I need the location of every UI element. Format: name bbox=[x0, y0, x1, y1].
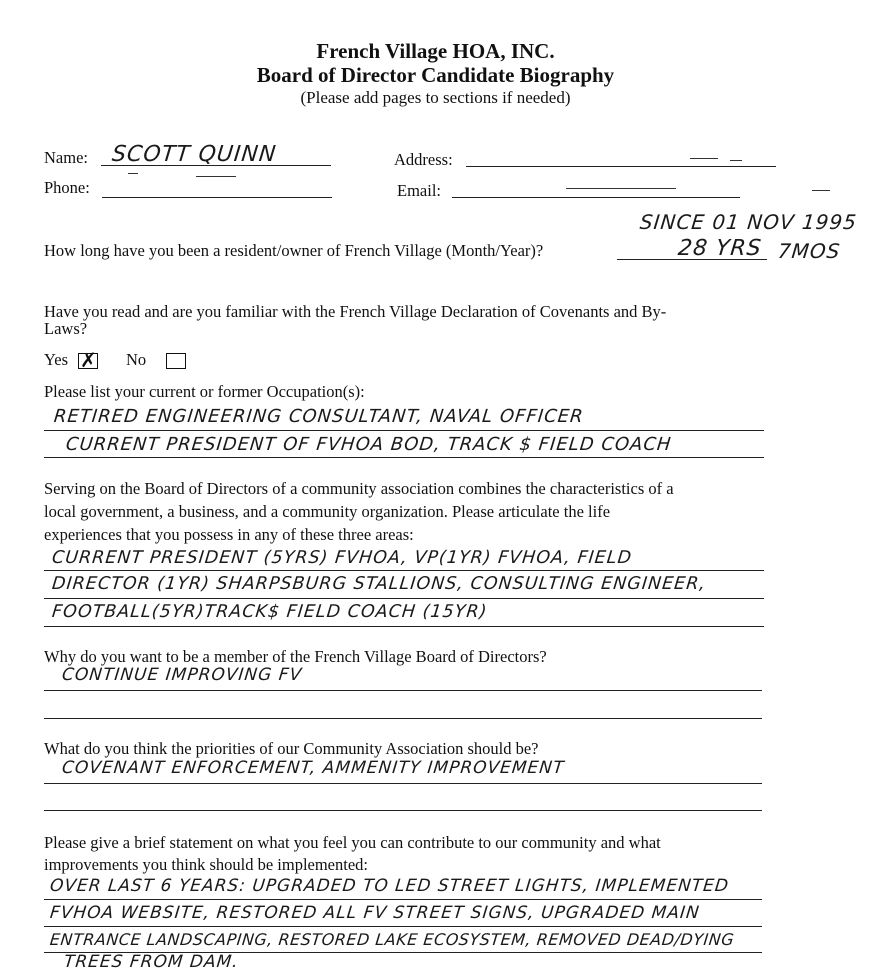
contribution-answer-line[interactable]: ENTRANCE LANDSCAPING, RESTORED LAKE ECOSYSTEM, REMOVED DEAD/DYING bbox=[49, 930, 736, 949]
contribution-answer-line[interactable]: FVHOA WEBSITE, RESTORED ALL FV STREET SIGNS, UPGRADED MAIN bbox=[48, 903, 701, 923]
experience-answer-line[interactable]: FOOTBALL(5YR)TRACK$ FIELD COACH (15YR) bbox=[50, 602, 489, 622]
occupation-question: Please list your current or former Occupation(s): bbox=[44, 382, 365, 401]
yes-label: Yes bbox=[44, 350, 69, 369]
contribution-answer-line[interactable]: OVER LAST 6 YEARS: UPGRADED TO LED STREET LIGHTS, IMPLEMENTED bbox=[48, 876, 731, 896]
answer-underline bbox=[44, 899, 762, 900]
redacted-mark bbox=[128, 173, 138, 174]
redacted-mark bbox=[730, 160, 742, 161]
answer-underline bbox=[44, 783, 762, 784]
priorities-answer[interactable]: COVENANT ENFORCEMENT, AMMENITY IMPROVEMENT bbox=[60, 758, 566, 778]
motivation-question: Why do you want to be a member of the French Village Board of Directors? bbox=[44, 647, 547, 666]
form-title: Board of Director Candidate Biography bbox=[256, 63, 615, 87]
contribution-question: Please give a brief statement on what you feel you can contribute to our community and what bbox=[44, 833, 661, 852]
residency-question: How long have you been a resident/owner of French Village (Month/Year)? bbox=[44, 241, 544, 260]
redacted-mark bbox=[566, 188, 676, 189]
experience-answer-line[interactable]: CURRENT PRESIDENT (5YRS) FVHOA, VP(1YR) FVHOA, FIELD bbox=[50, 548, 634, 568]
residency-since-note: SINCE 01 NOV 1995 bbox=[638, 210, 859, 234]
experience-question-cont: local government, a business, and a community organization. Please articulate the life bbox=[44, 502, 611, 521]
answer-underline bbox=[44, 810, 762, 811]
residency-months[interactable]: 7MOS bbox=[776, 239, 842, 263]
answer-underline bbox=[44, 626, 764, 627]
phone-field[interactable] bbox=[102, 197, 332, 198]
redacted-mark bbox=[196, 176, 236, 177]
covenants-question-cont: Laws? bbox=[44, 319, 88, 338]
answer-underline bbox=[44, 718, 762, 719]
form-note: (Please add pages to sections if needed) bbox=[300, 88, 571, 107]
answer-underline bbox=[44, 690, 762, 691]
name-label: Name: bbox=[44, 148, 88, 167]
redacted-mark bbox=[812, 190, 830, 191]
experience-question: Serving on the Board of Directors of a community association combines the characteristics of a bbox=[44, 479, 674, 498]
address-field[interactable] bbox=[466, 166, 776, 167]
answer-underline bbox=[44, 457, 764, 458]
answer-underline bbox=[44, 598, 764, 599]
email-field[interactable] bbox=[452, 197, 740, 198]
no-label: No bbox=[126, 350, 147, 369]
occupation-answer-line[interactable]: RETIRED ENGINEERING CONSULTANT, NAVAL OFFICER bbox=[52, 406, 585, 427]
covenants-question: Have you read and are you familiar with the French Village Declaration of Covenants and By- bbox=[44, 302, 667, 321]
name-field[interactable]: SCOTT QUINN bbox=[110, 142, 278, 167]
occupation-answer-line[interactable]: CURRENT PRESIDENT OF FVHOA BOD, TRACK $ FIELD COACH bbox=[64, 434, 673, 455]
answer-underline bbox=[44, 430, 764, 431]
answer-underline bbox=[44, 570, 764, 571]
priorities-question: What do you think the priorities of our Community Association should be? bbox=[44, 739, 539, 758]
residency-years[interactable]: 28 YRS bbox=[676, 236, 764, 261]
no-checkbox[interactable] bbox=[166, 353, 186, 369]
experience-answer-line[interactable]: DIRECTOR (1YR) SHARPSBURG STALLIONS, CONSULTING ENGINEER, bbox=[50, 574, 708, 594]
yes-check-mark: ✗ bbox=[80, 348, 97, 372]
address-label: Address: bbox=[394, 150, 453, 169]
contribution-question-cont: improvements you think should be implemented: bbox=[44, 855, 368, 874]
motivation-answer[interactable]: CONTINUE IMPROVING FV bbox=[60, 665, 304, 685]
contribution-answer-line[interactable]: TREES FROM DAM. bbox=[62, 952, 240, 972]
phone-label: Phone: bbox=[44, 178, 90, 197]
organization-title: French Village HOA, INC. bbox=[316, 39, 555, 63]
redacted-mark bbox=[690, 158, 718, 159]
experience-question-cont: experiences that you possess in any of these three areas: bbox=[44, 525, 414, 544]
email-label: Email: bbox=[397, 181, 441, 200]
answer-underline bbox=[44, 926, 762, 927]
